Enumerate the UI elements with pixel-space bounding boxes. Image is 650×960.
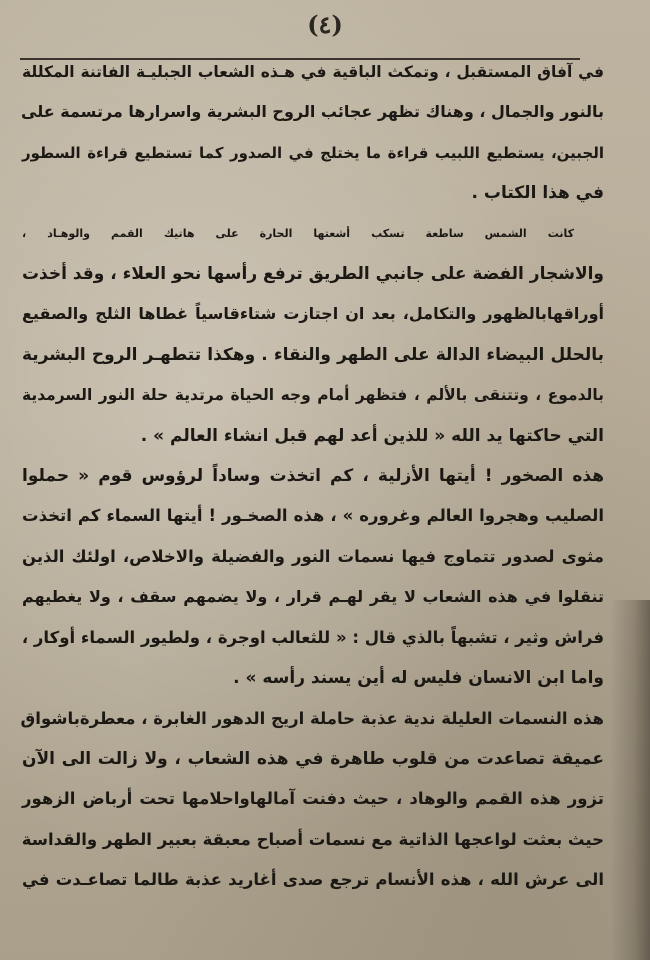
text-line: في هذا الكتاب . bbox=[471, 183, 604, 204]
page-edge-shadow bbox=[610, 600, 650, 960]
text-line: بالدموع ، وتتنقى بالألم ، فتظهر أمام وجه الحياة مرتدية حلة النور السرمدية bbox=[22, 386, 604, 405]
text-line: الى عرش الله ، هذه الأنسام ترجع صدى أغاريد عذبة طالما تصاعـدت في bbox=[22, 870, 604, 890]
text-line: عميقة تصاعدت من قلوب طاهرة في هذه الشعاب ، ولا زالت الى الآن bbox=[22, 748, 604, 769]
page-text bbox=[22, 52, 604, 901]
text-line: فراش وثير ، تشبهاً بالذي قال : « للثعالب اوجرة ، ولطيور السماء أوكار ، bbox=[21, 627, 604, 647]
paragraph bbox=[22, 456, 604, 698]
text-line: هذه النسمات العليلة ندية عذبة حاملة اريج الدهور الغابرة ، معطرةباشواق bbox=[20, 708, 604, 728]
text-line: هذه الصخور ! أيتها الأزلية ، كم اتخذت وساداً لرؤوس قوم « حملوا bbox=[22, 466, 604, 487]
text-line: أوراقهابالظهور والتكامل، بعد ان اجتازت شتاءقاسياً غطاها الثلج والصقيع bbox=[22, 304, 604, 324]
text-line: كانت الشمس ساطعة تسكب أشعتها الحارة على هاتيك القمم والوهـاد ، bbox=[22, 226, 574, 240]
paragraph bbox=[22, 214, 604, 456]
text-line: والاشجار الفضة على جانبي الطريق ترفع رأسها نحو العلاء ، وقد أخذت bbox=[21, 264, 604, 285]
text-line: بالنور والجمال ، وهناك تظهر عجائب الروح البشرية واسرارها مرتسمة على bbox=[21, 102, 604, 122]
text-line: تنقلوا في هذه الشعاب لا يقر لهـم قرار ، ولا يضمهم سقف ، ولا يغطيهم bbox=[22, 587, 604, 607]
text-line: في آفاق المستقبل ، وتمكث الباقية في هـذه الشعاب الجبليـة الفاتنة المكللة bbox=[22, 63, 604, 81]
text-line: بالحلل البيضاء الدالة على الطهر والنقاء . وهكذا تتطهـر الروح البشرية bbox=[22, 344, 604, 365]
text-line: واما ابن الانسان فليس له أين يسند رأسه » . bbox=[233, 668, 604, 689]
paragraph bbox=[22, 52, 604, 214]
text-line: الصليب وهجروا العالم وغروره » ، هذه الصخـور ! أيتها السماء كم اتخذت bbox=[22, 506, 604, 526]
text-line: التي حاكتها يد الله « للذين أعد لهم قبل انشاء العالم » . bbox=[140, 425, 604, 446]
text-line: تزور هذه القمم والوهاد ، حيث دفنت آمالهاواحلامها تحت أرباض الزهور bbox=[22, 789, 604, 809]
text-line: حيث بعثت لواعجها الذاتية مع نسمات أصباح معبقة بعبير الطهر والقداسة bbox=[21, 829, 604, 849]
text-line: الجبين، يستطيع اللبيب قراءة ما يختلج في الصدور كما تستطيع قراءة السطور bbox=[22, 143, 604, 162]
text-line: مثوى لصدور تتماوج فيها نسمات النور والفضيلة والاخلاص، اولئك الذين bbox=[22, 546, 604, 566]
page-number: (٤) bbox=[307, 10, 343, 39]
paragraph bbox=[22, 699, 604, 901]
